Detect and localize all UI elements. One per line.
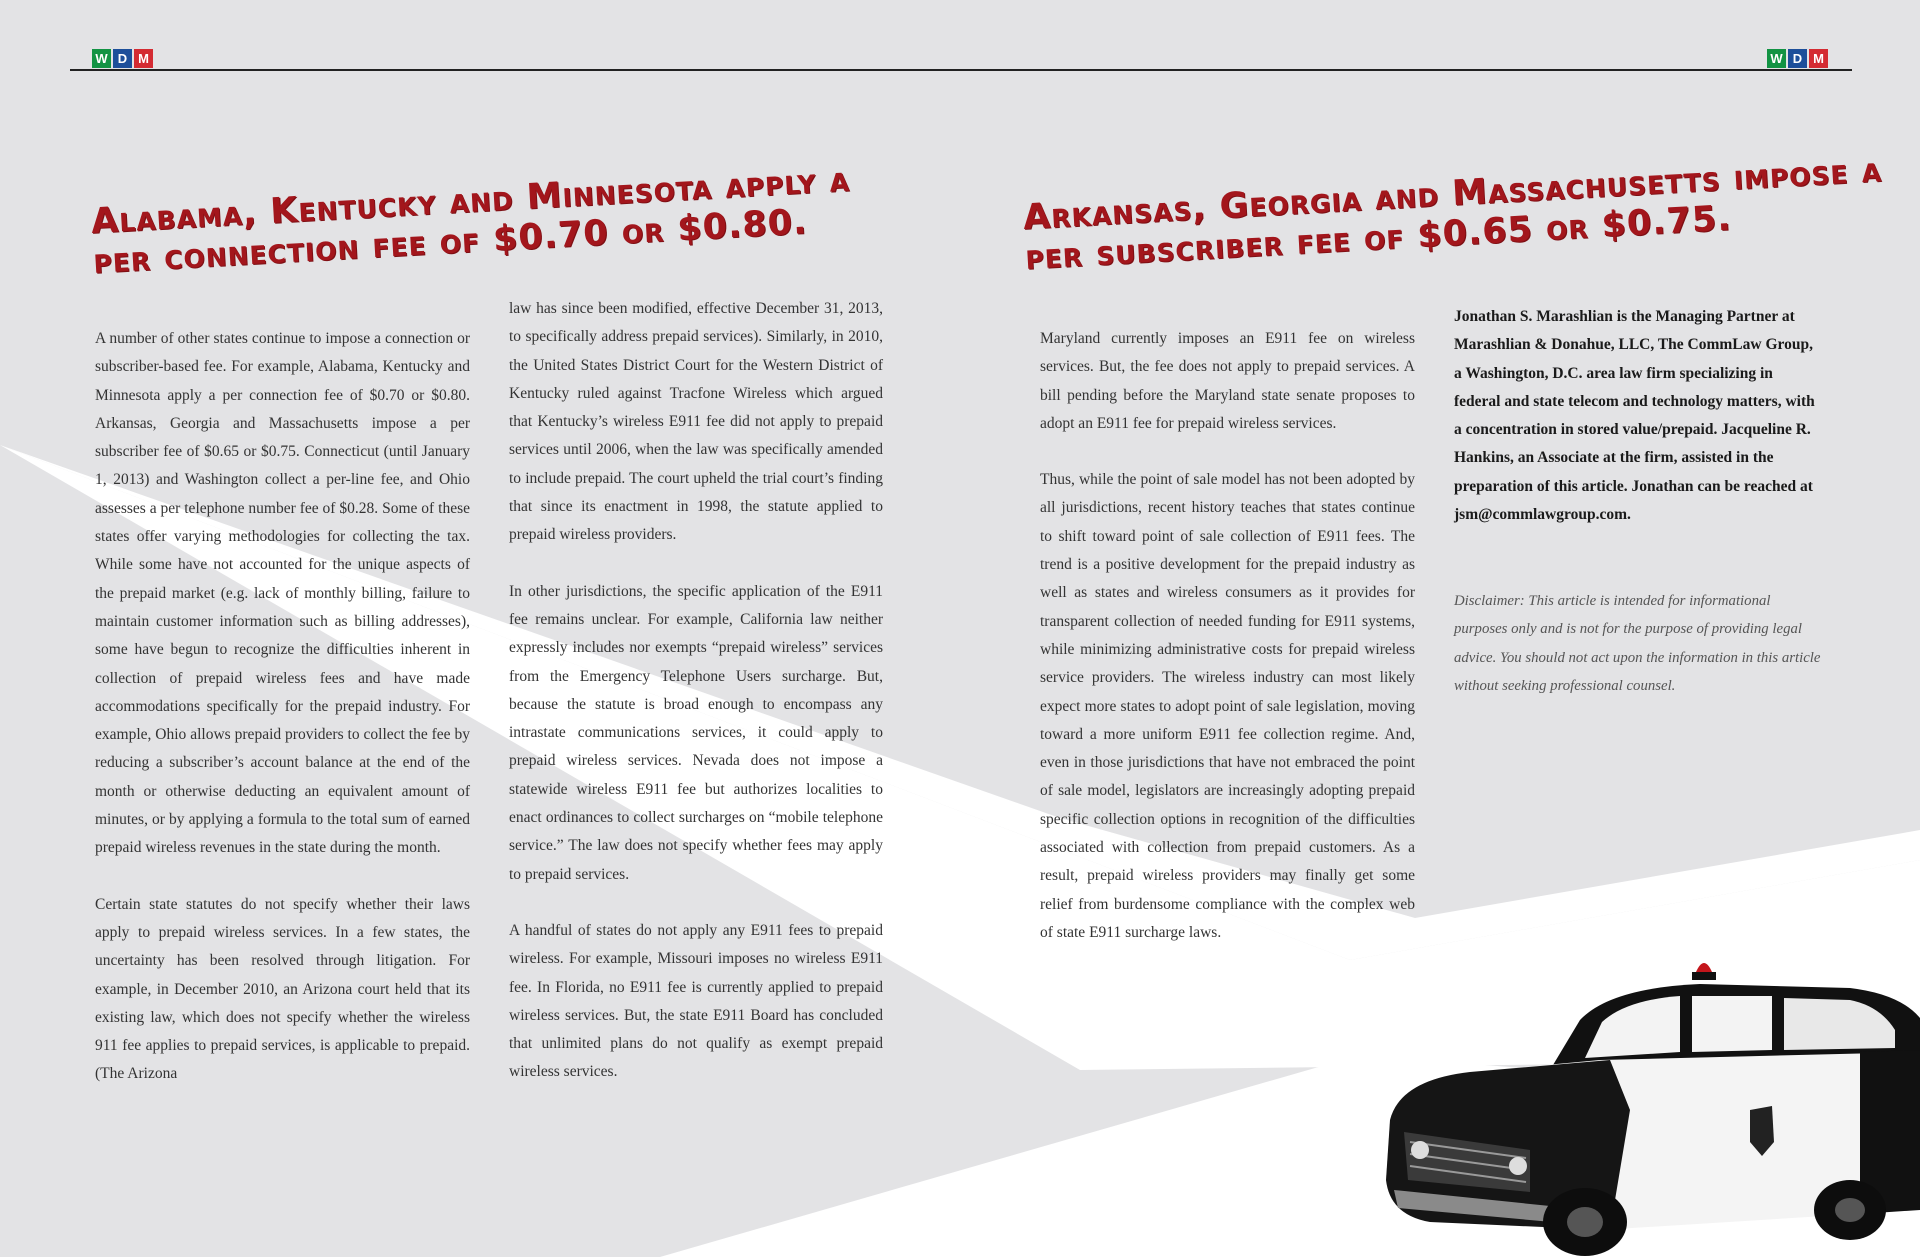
paragraph: A handful of states do not apply any E911 fees to prepaid wireless. For example, Missouri imposes no wireless E911 fee. In Florida, no E911 fee is currently applied to prepaid wireless services. But, the state E911 Board has concluded that unlimited plans do not qualify as exempt prepaid wireless services. bbox=[509, 921, 883, 1081]
paragraph: law has since been modified, effective December 31, 2013, to specifically address prepaid services). Similarly, in 2010, the United States District Court for the Western District of Kentucky ruled against Tracfone Wireless which argued that Kentucky’s wireless E911 fee did not apply to prepaid services until 2006, when the law was specifically amended to include prepaid. The court upheld the trial court’s finding that since its enactment in 1998, the statute applied to prepaid wireless providers. bbox=[509, 300, 883, 544]
headline-left: Alabama, Kentucky and Minnesota apply a per connection fee of $0.70 or $0.80. bbox=[90, 159, 851, 283]
logo-letter-m: M bbox=[1809, 49, 1828, 68]
author-bio: Jonathan S. Marashlian is the Managing Partner at Marashlian & Donahue, LLC, The CommLaw Group, a Washington, D.C. area law firm specializing in federal and state telecom and technology matters, with a concentration in stored value/prepaid. Jacqueline R. Hankins, an Associate at the firm, assisted in the preparation of this article. Jonathan can be reached at jsm@commlawgroup.com. bbox=[1454, 308, 1815, 524]
paragraph: Certain state statutes do not specify whether their laws apply to prepaid wireless services. In a few states, the uncertainty has been resolved through litigation. For example, in December 2010, an Arizona court held that its existing law, which does not specify whether the wireless 911 fee applies to prepaid services, is applicable to prepaid. (The Arizona bbox=[95, 895, 470, 1083]
logo-letter-d: D bbox=[1788, 49, 1807, 68]
paragraph: In other jurisdictions, the specific application of the E911 fee remains unclear. For example, California law neither expressly includes nor exempts “prepaid wireless” services from the Emergency Telephone Users surcharge. But, because the statute is broad enough to encompass any intrastate communications services, it could apply to prepaid wireless services. Nevada does not impose a statewide wireless E911 fee but authorizes localities to enact ordinances to collect surcharges on “mobile telephone service.” The law does not specify whether fees may apply to prepaid services. bbox=[509, 582, 883, 883]
paragraph: A number of other states continue to impose a connection or subscriber-based fee. For example, Alabama, Kentucky and Minnesota apply a per connection fee of $0.70 or $0.80. Arkansas, Georgia and Massachusetts impose a per subscriber fee of $0.65 or $0.75. Connecticut (until January 1, 2013) and Washington collect a per-line fee, and Ohio assesses a per telephone number fee of $0.28. Some of these states offer varying methodologies for collecting the tax. While some have not accounted for the unique aspects of the prepaid market (e.g. lack of monthly billing, failure to maintain customer information such as billing addresses), some have begun to recognize the difficulties inherent in collection of prepaid wireless fees and have made accommodations specifically for the prepaid industry. For example, Ohio allows prepaid providers to collect the fee by reducing a subscriber’s account balance at the end of the month or otherwise deducting an equivalent amount of minutes, or by applying a formula to the total sum of earned prepaid wireless revenues in the state during the month. bbox=[95, 330, 470, 857]
logo-letter-w: W bbox=[92, 49, 111, 68]
article-column-2 bbox=[509, 295, 883, 1115]
headline-right: Arkansas, Georgia and Massachusetts impose a per subscriber fee of $0.65 or $0.75. bbox=[1022, 149, 1883, 279]
article-column-3 bbox=[1040, 325, 1415, 975]
logo-letter-w: W bbox=[1767, 49, 1786, 68]
disclaimer: Disclaimer: This article is intended for informational purposes only and is not for the purpose of providing legal advice. You should not act upon the information in this article without seeking professional counsel. bbox=[1454, 593, 1821, 694]
paragraph: Thus, while the point of sale model has not been adopted by all jurisdictions, recent history teaches that states continue to shift toward point of sale collection of E911 fees. The trend is a positive development for the prepaid industry as well as states and wireless consumers as it provides for transparent collection of needed funding for E911 systems, while minimizing administrative costs for prepaid wireless service providers. The wireless industry can most likely expect more states to adopt point of sale legislation, moving toward a more uniform E911 fee collection regime. And, even in those jurisdictions that have not embraced the point of sale model, legislators are increasingly adopting prepaid specific collection options in recognition of the difficulties associated with collection from prepaid customers. As a result, prepaid wireless providers may finally get some relief from burdensome compliance with the complex web of state E911 surcharge laws. bbox=[1040, 471, 1415, 941]
logo-letter-m: M bbox=[134, 49, 153, 68]
paragraph: Maryland currently imposes an E911 fee on wireless services. But, the fee does not apply to prepaid services. A bill pending before the Maryland state senate proposes to adopt an E911 fee for prepaid wireless services. bbox=[1040, 330, 1415, 432]
police-car-icon bbox=[1386, 963, 1920, 1256]
header-rule bbox=[70, 69, 1852, 71]
logo-letter-d: D bbox=[113, 49, 132, 68]
wdm-logo-left bbox=[92, 49, 153, 68]
wdm-logo-right bbox=[1767, 49, 1828, 68]
police-car-illustration bbox=[1380, 960, 1920, 1257]
article-column-1 bbox=[95, 325, 470, 1117]
